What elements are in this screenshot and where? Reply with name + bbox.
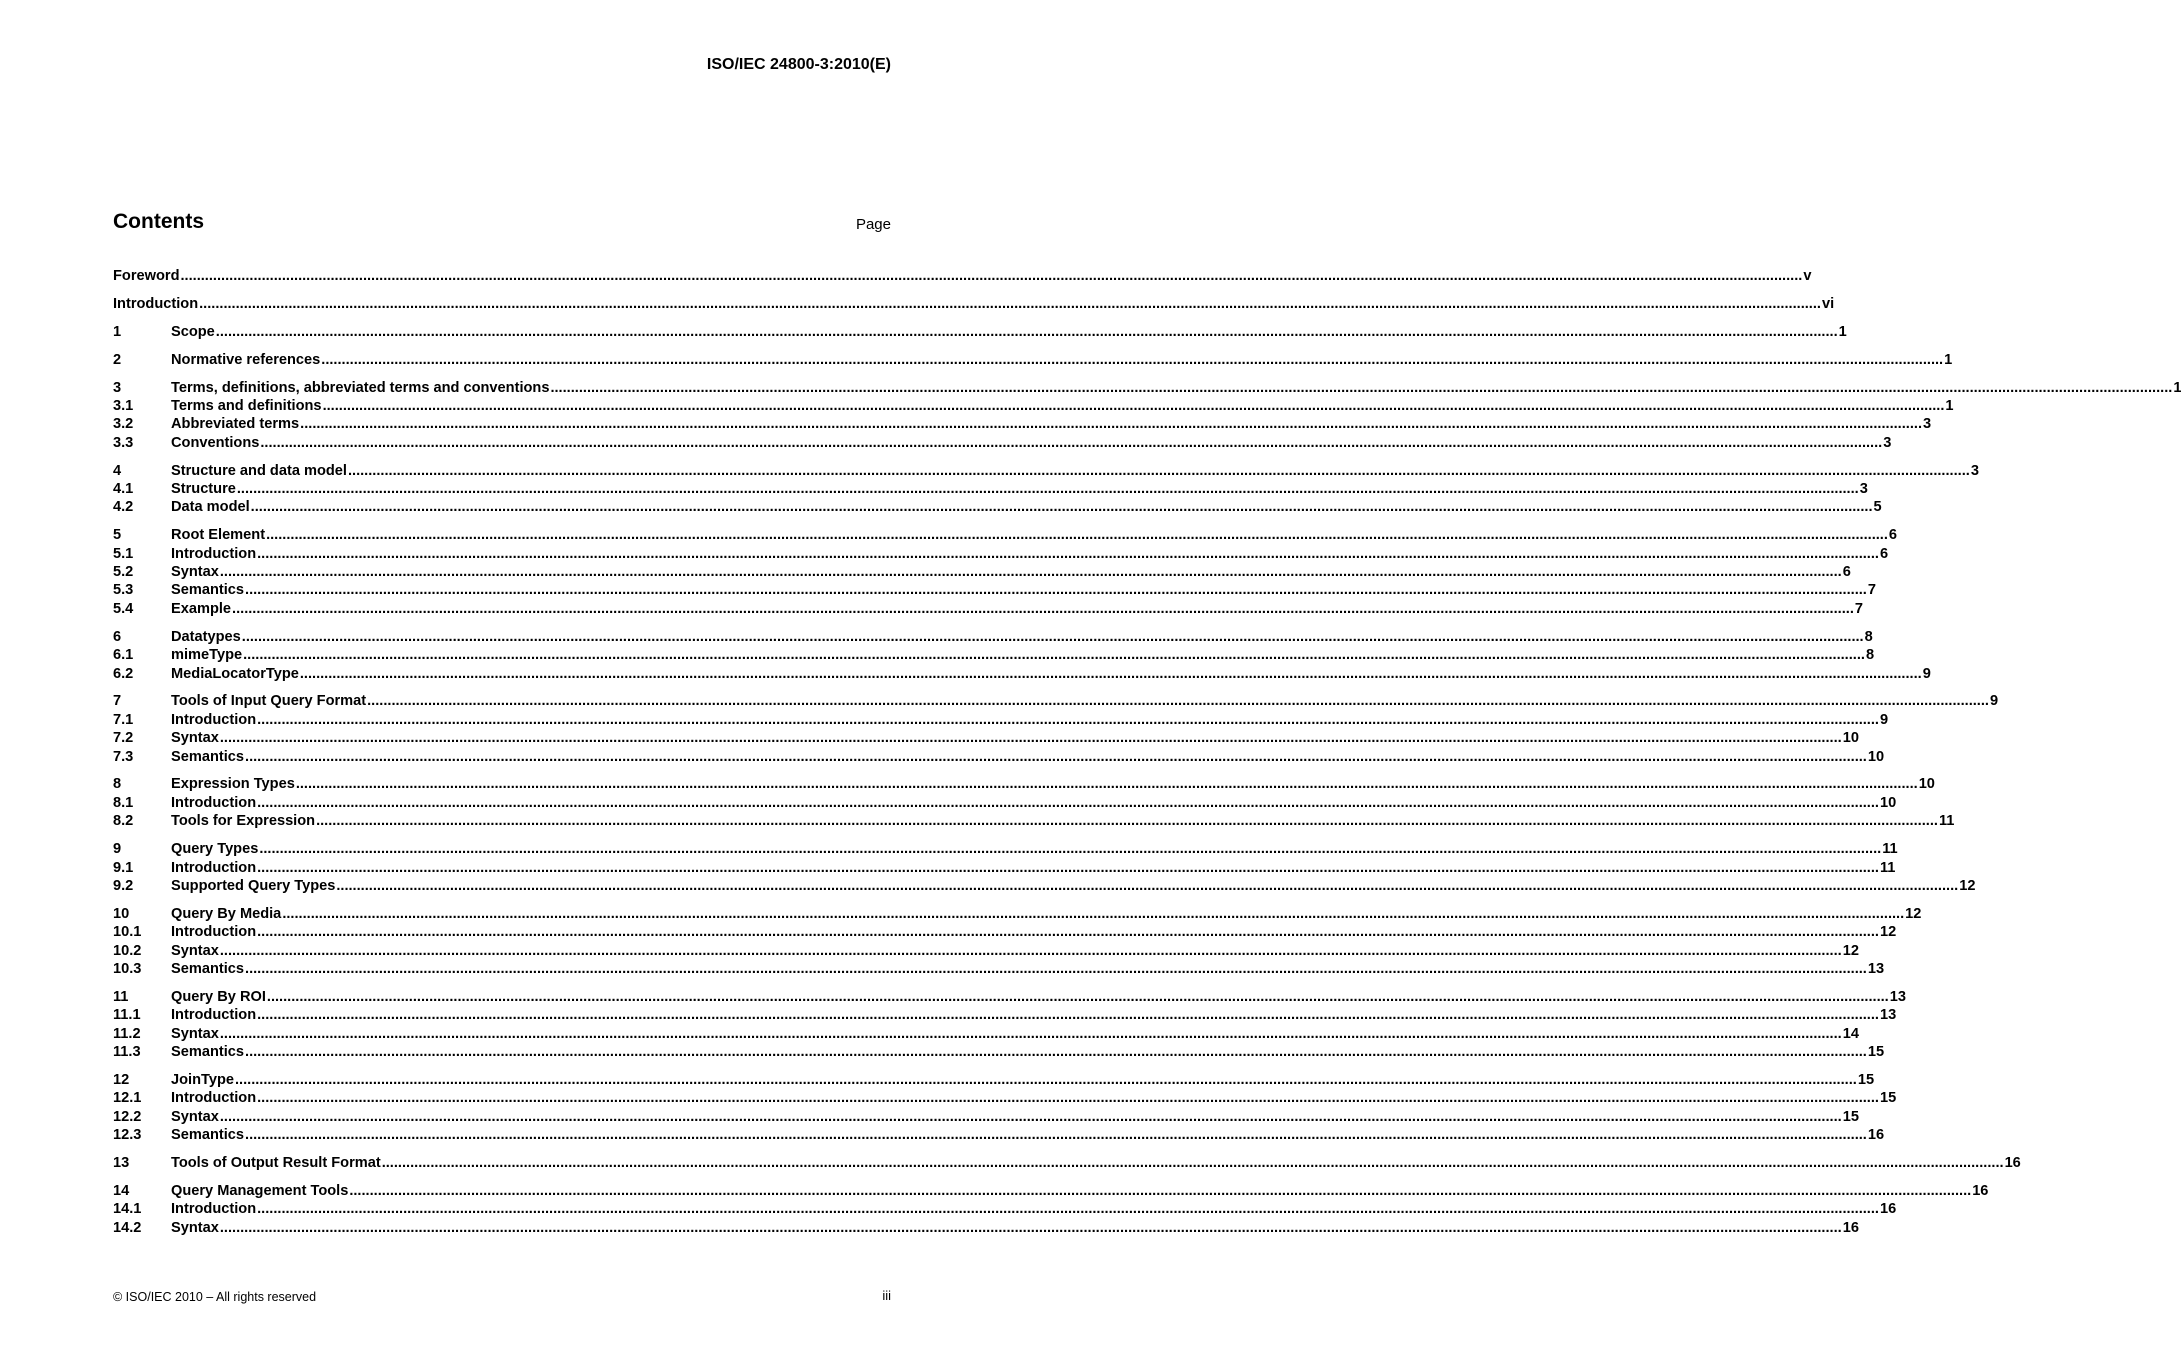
toc-dot-leader: ................................................................................................................................................................................................................................................................................................................................................................................................................ xyxy=(322,397,1945,414)
toc-dot-leader: ................................................................................................................................................................................................................................................................................................................................................................................................................ xyxy=(300,416,1923,433)
toc-entry-title[interactable]: Introduction xyxy=(171,711,257,728)
toc-dot-leader: ................................................................................................................................................................................................................................................................................................................................................................................................................ xyxy=(282,905,1905,922)
toc-entry-page[interactable]: 11 xyxy=(1879,859,1896,876)
toc-dot-leader: ................................................................................................................................................................................................................................................................................................................................................................................................................ xyxy=(245,1127,1867,1144)
toc-entry-title[interactable]: Semantics xyxy=(171,1127,245,1144)
toc-section-group xyxy=(113,295,1835,313)
toc-entry-number: 9 xyxy=(113,841,122,858)
toc-entry-title[interactable]: MediaLocatorType xyxy=(171,665,299,682)
toc-entry-number: 6.2 xyxy=(113,665,134,682)
toc-entry[interactable] xyxy=(113,397,1954,415)
toc-entry-number: 4 xyxy=(113,462,122,479)
toc-entry-page[interactable]: 1 xyxy=(1944,351,1953,368)
toc-dot-leader: ................................................................................................................................................................................................................................................................................................................................................................................................................ xyxy=(257,794,1879,811)
toc-entry-title[interactable]: Semantics xyxy=(171,582,245,599)
toc-entry-page[interactable]: 9 xyxy=(1989,693,1999,710)
toc-entry-number: 5 xyxy=(113,527,122,544)
toc-entry-title[interactable]: Tools of Output Result Format xyxy=(171,1155,381,1172)
toc-dot-leader: ................................................................................................................................................................................................................................................................................................................................................................................................................ xyxy=(180,268,1803,284)
toc-entry-page[interactable]: 11 xyxy=(1882,841,1898,858)
toc-dot-leader: ................................................................................................................................................................................................................................................................................................................................................................................................................ xyxy=(245,582,1867,599)
toc-entry[interactable] xyxy=(113,1219,1859,1237)
toc-section-group xyxy=(113,267,1812,285)
toc-entry-page[interactable]: 16 xyxy=(1972,1182,1989,1199)
toc-entry-title[interactable]: mimeType xyxy=(171,647,243,664)
toc-dot-leader: ................................................................................................................................................................................................................................................................................................................................................................................................................ xyxy=(299,665,1922,682)
toc-entry-title[interactable]: Syntax xyxy=(171,1025,219,1042)
toc-entry-number: 10 xyxy=(113,905,130,922)
toc-dot-leader: ................................................................................................................................................................................................................................................................................................................................................................................................................ xyxy=(245,748,1867,765)
toc-section-group xyxy=(113,692,1999,766)
toc-entry[interactable] xyxy=(113,323,1847,341)
toc-entry[interactable] xyxy=(113,434,1892,452)
toc-entry[interactable] xyxy=(113,905,1922,923)
toc-dot-leader: ................................................................................................................................................................................................................................................................................................................................................................................................................ xyxy=(336,877,1959,894)
toc-entry-number: 12.3 xyxy=(113,1127,142,1144)
toc-entry-title[interactable]: Syntax xyxy=(171,942,219,959)
contents-title: Contents xyxy=(113,210,204,233)
toc-entry[interactable] xyxy=(113,729,1859,747)
toc-dot-leader: ................................................................................................................................................................................................................................................................................................................................................................................................................ xyxy=(257,859,1879,876)
toc-entry[interactable] xyxy=(113,1025,1859,1043)
toc-entry[interactable] xyxy=(113,581,1876,599)
toc-entry[interactable] xyxy=(113,794,1897,812)
toc-entry-page[interactable]: 15 xyxy=(1879,1090,1897,1107)
toc-entry-page[interactable]: 16 xyxy=(2004,1155,2021,1172)
toc-entry[interactable] xyxy=(113,1089,1897,1107)
toc-section-group xyxy=(113,628,1931,683)
toc-entry-number: 3.1 xyxy=(113,397,134,414)
document-standard-id: ISO/IEC 24800-3:2010(E) xyxy=(706,56,891,73)
toc-entry-page[interactable]: 6 xyxy=(1879,545,1889,562)
toc-entry-number: 12.2 xyxy=(113,1108,142,1125)
toc-entry[interactable] xyxy=(113,295,1835,313)
toc-entry-title[interactable]: Root Element xyxy=(171,527,266,544)
toc-dot-leader: ................................................................................................................................................................................................................................................................................................................................................................................................................ xyxy=(550,379,2173,396)
toc-entry[interactable] xyxy=(113,1108,1859,1126)
toc-dot-leader: ................................................................................................................................................................................................................................................................................................................................................................................................................ xyxy=(219,942,1842,959)
toc-entry-page[interactable]: 10 xyxy=(1879,794,1897,811)
toc-entry-title[interactable]: Supported Query Types xyxy=(171,877,336,894)
toc-entry[interactable] xyxy=(113,563,1851,581)
toc-entry-title[interactable]: Syntax xyxy=(171,1108,219,1125)
toc-entry[interactable] xyxy=(113,480,1868,498)
toc-entry-page[interactable]: 6 xyxy=(1888,527,1898,544)
toc-entry[interactable] xyxy=(113,545,1889,563)
toc-entry-number: 9.2 xyxy=(113,877,134,894)
toc-entry-number: 7 xyxy=(113,693,122,710)
toc-entry-page[interactable]: 5 xyxy=(1873,499,1882,516)
toc-section-group xyxy=(113,323,1847,341)
toc-entry-page[interactable]: 7 xyxy=(1854,600,1864,617)
toc-entry-title[interactable]: Syntax xyxy=(171,564,219,581)
toc-entry-number: 14.1 xyxy=(113,1201,142,1218)
toc-dot-leader: ................................................................................................................................................................................................................................................................................................................................................................................................................ xyxy=(245,1044,1867,1061)
toc-entry-page[interactable]: 12 xyxy=(1879,924,1897,941)
toc-entry-number: 2 xyxy=(113,351,122,368)
toc-entry-page[interactable]: 3 xyxy=(1923,416,1932,433)
toc-entry[interactable] xyxy=(113,1126,1885,1144)
toc-dot-leader: ................................................................................................................................................................................................................................................................................................................................................................................................................ xyxy=(257,924,1879,941)
toc-entry-number: 10.3 xyxy=(113,961,142,977)
footer-copyright: © ISO/IEC 2010 – All rights reserved xyxy=(113,1290,317,1304)
toc-entry-number: 11.2 xyxy=(113,1025,141,1042)
toc-entry-number: 6.1 xyxy=(113,647,134,664)
toc-entry-number: 4.1 xyxy=(113,481,134,498)
toc-entry-title[interactable]: Tools of Input Query Format xyxy=(171,693,367,710)
page-column-label: Page xyxy=(855,216,891,233)
toc-entry[interactable] xyxy=(113,1071,1875,1089)
toc-entry[interactable] xyxy=(113,665,1931,683)
toc-entry[interactable] xyxy=(113,498,1882,516)
toc-entry-title[interactable]: Semantics xyxy=(171,748,245,765)
toc-entry[interactable] xyxy=(113,600,1864,618)
toc-entry[interactable] xyxy=(113,711,1889,729)
toc-entry-number: 7.2 xyxy=(113,730,134,747)
toc-entry-page[interactable]: 15 xyxy=(1857,1071,1875,1088)
toc-entry-number: 11 xyxy=(113,988,129,1005)
toc-entry-page[interactable]: 15 xyxy=(1842,1108,1859,1125)
toc-entry-title[interactable]: Conventions xyxy=(171,434,260,451)
toc-entry-page[interactable]: 3 xyxy=(1883,434,1892,451)
toc-entry-page[interactable]: 1 xyxy=(2173,379,2181,396)
toc-entry-title[interactable]: Query Management Tools xyxy=(171,1182,349,1199)
toc-entry-page[interactable]: 16 xyxy=(1879,1201,1897,1218)
toc-entry-number: 8.2 xyxy=(113,813,134,830)
toc-entry-title[interactable]: Foreword xyxy=(113,268,180,284)
toc-entry-title[interactable]: Terms and definitions xyxy=(171,397,322,414)
toc-entry-page[interactable]: 13 xyxy=(1889,988,1906,1005)
toc-dot-leader: ................................................................................................................................................................................................................................................................................................................................................................................................................ xyxy=(266,988,1889,1005)
toc-entry-number: 14 xyxy=(113,1182,130,1199)
toc-entry[interactable] xyxy=(113,1043,1885,1061)
toc-entry-number: 3 xyxy=(113,379,122,396)
toc-section-group xyxy=(113,1154,2021,1172)
toc-dot-leader: ................................................................................................................................................................................................................................................................................................................................................................................................................ xyxy=(245,961,1867,977)
toc-dot-leader: ................................................................................................................................................................................................................................................................................................................................................................................................................ xyxy=(367,693,1989,710)
toc-dot-leader: ................................................................................................................................................................................................................................................................................................................................................................................................................ xyxy=(257,1201,1879,1218)
toc-entry[interactable] xyxy=(113,988,1906,1006)
toc-entry-title[interactable]: Query By ROI xyxy=(171,988,266,1005)
toc-entry[interactable] xyxy=(113,840,1898,858)
toc-entry-number: 5.1 xyxy=(113,545,134,562)
toc-entry[interactable] xyxy=(113,628,1873,646)
toc-entry-number: 13 xyxy=(113,1155,130,1172)
toc-entry-page[interactable]: vi xyxy=(1821,295,1835,312)
toc-entry[interactable] xyxy=(113,379,2181,397)
toc-entry-title[interactable]: Example xyxy=(171,600,232,617)
toc-entry-title[interactable]: Introduction xyxy=(171,545,257,562)
toc-entry-title[interactable]: Syntax xyxy=(171,1219,219,1236)
toc-entry-title[interactable]: Introduction xyxy=(113,295,199,312)
toc-entry-number: 3.2 xyxy=(113,416,134,433)
toc-entry-page[interactable]: 10 xyxy=(1842,730,1859,747)
toc-section-group xyxy=(113,526,1898,618)
table-of-contents xyxy=(113,267,2181,1247)
toc-entry[interactable] xyxy=(113,646,1875,664)
toc-entry-title[interactable]: Introduction xyxy=(171,924,257,941)
toc-entry[interactable] xyxy=(113,748,1885,766)
toc-dot-leader: ................................................................................................................................................................................................................................................................................................................................................................................................................ xyxy=(215,323,1838,340)
toc-entry-title[interactable]: Introduction xyxy=(171,1201,257,1218)
toc-entry[interactable] xyxy=(113,415,1932,433)
toc-entry[interactable] xyxy=(113,692,1999,710)
toc-entry-title[interactable]: Datatypes xyxy=(171,628,241,645)
toc-entry-number: 4.2 xyxy=(113,499,134,516)
toc-entry-title[interactable]: Data model xyxy=(171,499,250,516)
toc-entry-page[interactable]: 16 xyxy=(1867,1127,1885,1144)
toc-dot-leader: ................................................................................................................................................................................................................................................................................................................................................................................................................ xyxy=(219,1025,1842,1042)
toc-entry-title[interactable]: Query By Media xyxy=(171,905,282,922)
toc-entry-title[interactable]: Semantics xyxy=(171,1044,245,1061)
toc-entry-title[interactable]: Abbreviated terms xyxy=(171,416,300,433)
toc-entry-page[interactable]: 16 xyxy=(1842,1219,1859,1236)
toc-dot-leader: ................................................................................................................................................................................................................................................................................................................................................................................................................ xyxy=(219,1219,1842,1236)
toc-entry-page[interactable]: v xyxy=(1803,268,1812,284)
toc-entry-page[interactable]: 8 xyxy=(1865,647,1875,664)
toc-dot-leader: ................................................................................................................................................................................................................................................................................................................................................................................................................ xyxy=(243,647,1865,664)
toc-dot-leader: ................................................................................................................................................................................................................................................................................................................................................................................................................ xyxy=(257,711,1879,728)
toc-dot-leader: ................................................................................................................................................................................................................................................................................................................................................................................................................ xyxy=(349,1182,1972,1199)
toc-entry[interactable] xyxy=(113,1182,1989,1200)
toc-entry[interactable] xyxy=(113,1006,1897,1024)
toc-entry-page[interactable]: 12 xyxy=(1905,905,1922,922)
toc-entry-title[interactable]: Scope xyxy=(171,323,215,340)
toc-dot-leader: ................................................................................................................................................................................................................................................................................................................................................................................................................ xyxy=(199,295,1821,312)
toc-entry[interactable] xyxy=(113,1200,1897,1218)
toc-dot-leader: ................................................................................................................................................................................................................................................................................................................................................................................................................ xyxy=(260,434,1883,451)
toc-entry-page[interactable]: 8 xyxy=(1864,628,1873,645)
toc-entry-number: 5.3 xyxy=(113,582,134,599)
toc-entry-page[interactable]: 1 xyxy=(1838,323,1847,340)
toc-entry-title[interactable]: Introduction xyxy=(171,859,257,876)
toc-entry-number: 7.1 xyxy=(113,711,134,728)
toc-dot-leader: ................................................................................................................................................................................................................................................................................................................................................................................................................ xyxy=(219,730,1842,747)
toc-entry-page[interactable]: 13 xyxy=(1879,1007,1897,1024)
toc-entry-page[interactable]: 10 xyxy=(1918,776,1935,793)
toc-entry-number: 7.3 xyxy=(113,748,134,765)
toc-entry-page[interactable]: 9 xyxy=(1922,665,1931,682)
toc-entry-page[interactable]: 14 xyxy=(1842,1025,1859,1042)
toc-entry-page[interactable]: 10 xyxy=(1867,748,1885,765)
toc-entry-page[interactable]: 9 xyxy=(1879,711,1889,728)
toc-entry-title[interactable]: Expression Types xyxy=(171,776,295,793)
toc-entry-number: 11.3 xyxy=(113,1044,141,1061)
toc-section-group xyxy=(113,840,1976,895)
toc-entry-title[interactable]: Semantics xyxy=(171,961,245,977)
toc-dot-leader: ................................................................................................................................................................................................................................................................................................................................................................................................................ xyxy=(219,564,1842,581)
toc-entry-number: 12.1 xyxy=(113,1090,142,1107)
toc-entry[interactable] xyxy=(113,462,1979,480)
toc-entry[interactable] xyxy=(113,1154,2021,1172)
toc-dot-leader: ................................................................................................................................................................................................................................................................................................................................................................................................................ xyxy=(266,527,1888,544)
toc-section-group xyxy=(113,462,1979,517)
toc-entry[interactable] xyxy=(113,859,1896,877)
toc-entry-number: 8.1 xyxy=(113,794,134,811)
toc-entry-number: 6 xyxy=(113,628,122,645)
toc-section-group xyxy=(113,988,1906,1062)
toc-entry-title[interactable]: Terms, definitions, abbreviated terms and conventions xyxy=(171,379,550,396)
toc-entry-title[interactable]: Query Types xyxy=(171,841,259,858)
toc-entry-page[interactable]: 7 xyxy=(1867,582,1876,599)
toc-entry-title[interactable]: Structure xyxy=(171,481,236,498)
toc-dot-leader: ................................................................................................................................................................................................................................................................................................................................................................................................................ xyxy=(257,545,1879,562)
toc-entry-page[interactable]: 6 xyxy=(1842,564,1851,581)
toc-entry[interactable] xyxy=(113,775,1935,793)
toc-entry-page[interactable]: 11 xyxy=(1938,813,1955,830)
toc-section-group xyxy=(113,379,2181,453)
toc-dot-leader: ................................................................................................................................................................................................................................................................................................................................................................................................................ xyxy=(316,813,1938,830)
toc-entry-title[interactable]: JoinType xyxy=(171,1071,234,1088)
toc-entry[interactable] xyxy=(113,877,1976,895)
toc-entry[interactable] xyxy=(113,960,1885,978)
toc-entry-page[interactable]: 12 xyxy=(1842,942,1859,959)
toc-section-group xyxy=(113,1182,1989,1237)
toc-dot-leader: ................................................................................................................................................................................................................................................................................................................................................................................................................ xyxy=(381,1155,2004,1172)
toc-entry-number: 10.2 xyxy=(113,942,142,959)
toc-entry-page[interactable]: 12 xyxy=(1959,877,1976,894)
toc-entry-title[interactable]: Structure and data model xyxy=(171,462,347,479)
toc-entry-number: 9.1 xyxy=(113,859,134,876)
toc-entry-title[interactable]: Introduction xyxy=(171,794,257,811)
toc-entry-title[interactable]: Introduction xyxy=(171,1007,257,1024)
toc-entry-page[interactable]: 3 xyxy=(1859,481,1868,498)
toc-dot-leader: ................................................................................................................................................................................................................................................................................................................................................................................................................ xyxy=(232,600,1854,617)
toc-dot-leader: ................................................................................................................................................................................................................................................................................................................................................................................................................ xyxy=(219,1108,1842,1125)
toc-entry-title[interactable]: Normative references xyxy=(171,351,321,368)
toc-entry-number: 14.2 xyxy=(113,1219,142,1236)
toc-entry-page[interactable]: 1 xyxy=(1945,397,1954,414)
toc-entry[interactable] xyxy=(113,942,1859,960)
toc-entry[interactable] xyxy=(113,267,1812,285)
toc-dot-leader: ................................................................................................................................................................................................................................................................................................................................................................................................................ xyxy=(347,462,1970,479)
footer-page-number: iii xyxy=(882,1288,891,1303)
toc-dot-leader: ................................................................................................................................................................................................................................................................................................................................................................................................................ xyxy=(241,628,1864,645)
toc-dot-leader: ................................................................................................................................................................................................................................................................................................................................................................................................................ xyxy=(236,481,1859,498)
toc-entry-page[interactable]: 3 xyxy=(1970,462,1979,479)
toc-dot-leader: ................................................................................................................................................................................................................................................................................................................................................................................................................ xyxy=(295,776,1918,793)
toc-entry-number: 3.3 xyxy=(113,434,134,451)
toc-dot-leader: ................................................................................................................................................................................................................................................................................................................................................................................................................ xyxy=(250,499,1873,516)
toc-entry-title[interactable]: Syntax xyxy=(171,730,219,747)
toc-entry-number: 5.2 xyxy=(113,564,134,581)
toc-dot-leader: ................................................................................................................................................................................................................................................................................................................................................................................................................ xyxy=(257,1090,1879,1107)
toc-entry-page[interactable]: 15 xyxy=(1867,1044,1885,1061)
toc-entry[interactable] xyxy=(113,526,1898,544)
toc-dot-leader: ................................................................................................................................................................................................................................................................................................................................................................................................................ xyxy=(257,1007,1879,1024)
toc-dot-leader: ................................................................................................................................................................................................................................................................................................................................................................................................................ xyxy=(259,841,1882,858)
toc-entry-number: 10.1 xyxy=(113,924,142,941)
toc-entry-number: 8 xyxy=(113,776,122,793)
toc-section-group xyxy=(113,351,1953,369)
toc-dot-leader: ................................................................................................................................................................................................................................................................................................................................................................................................................ xyxy=(234,1071,1857,1088)
toc-entry-title[interactable]: Tools for Expression xyxy=(171,813,316,830)
toc-entry[interactable] xyxy=(113,812,1955,830)
toc-entry-page[interactable]: 13 xyxy=(1867,961,1885,977)
toc-entry-number: 5.4 xyxy=(113,600,134,617)
toc-entry-number: 11.1 xyxy=(113,1007,141,1024)
toc-entry-title[interactable]: Introduction xyxy=(171,1090,257,1107)
toc-section-group xyxy=(113,1071,1897,1145)
toc-entry[interactable] xyxy=(113,351,1953,369)
toc-dot-leader: ................................................................................................................................................................................................................................................................................................................................................................................................................ xyxy=(321,351,1944,368)
toc-entry-number: 12 xyxy=(113,1071,130,1088)
toc-section-group xyxy=(113,775,1955,830)
toc-entry-number: 1 xyxy=(113,323,122,340)
toc-entry[interactable] xyxy=(113,923,1897,941)
toc-section-group xyxy=(113,905,1922,979)
